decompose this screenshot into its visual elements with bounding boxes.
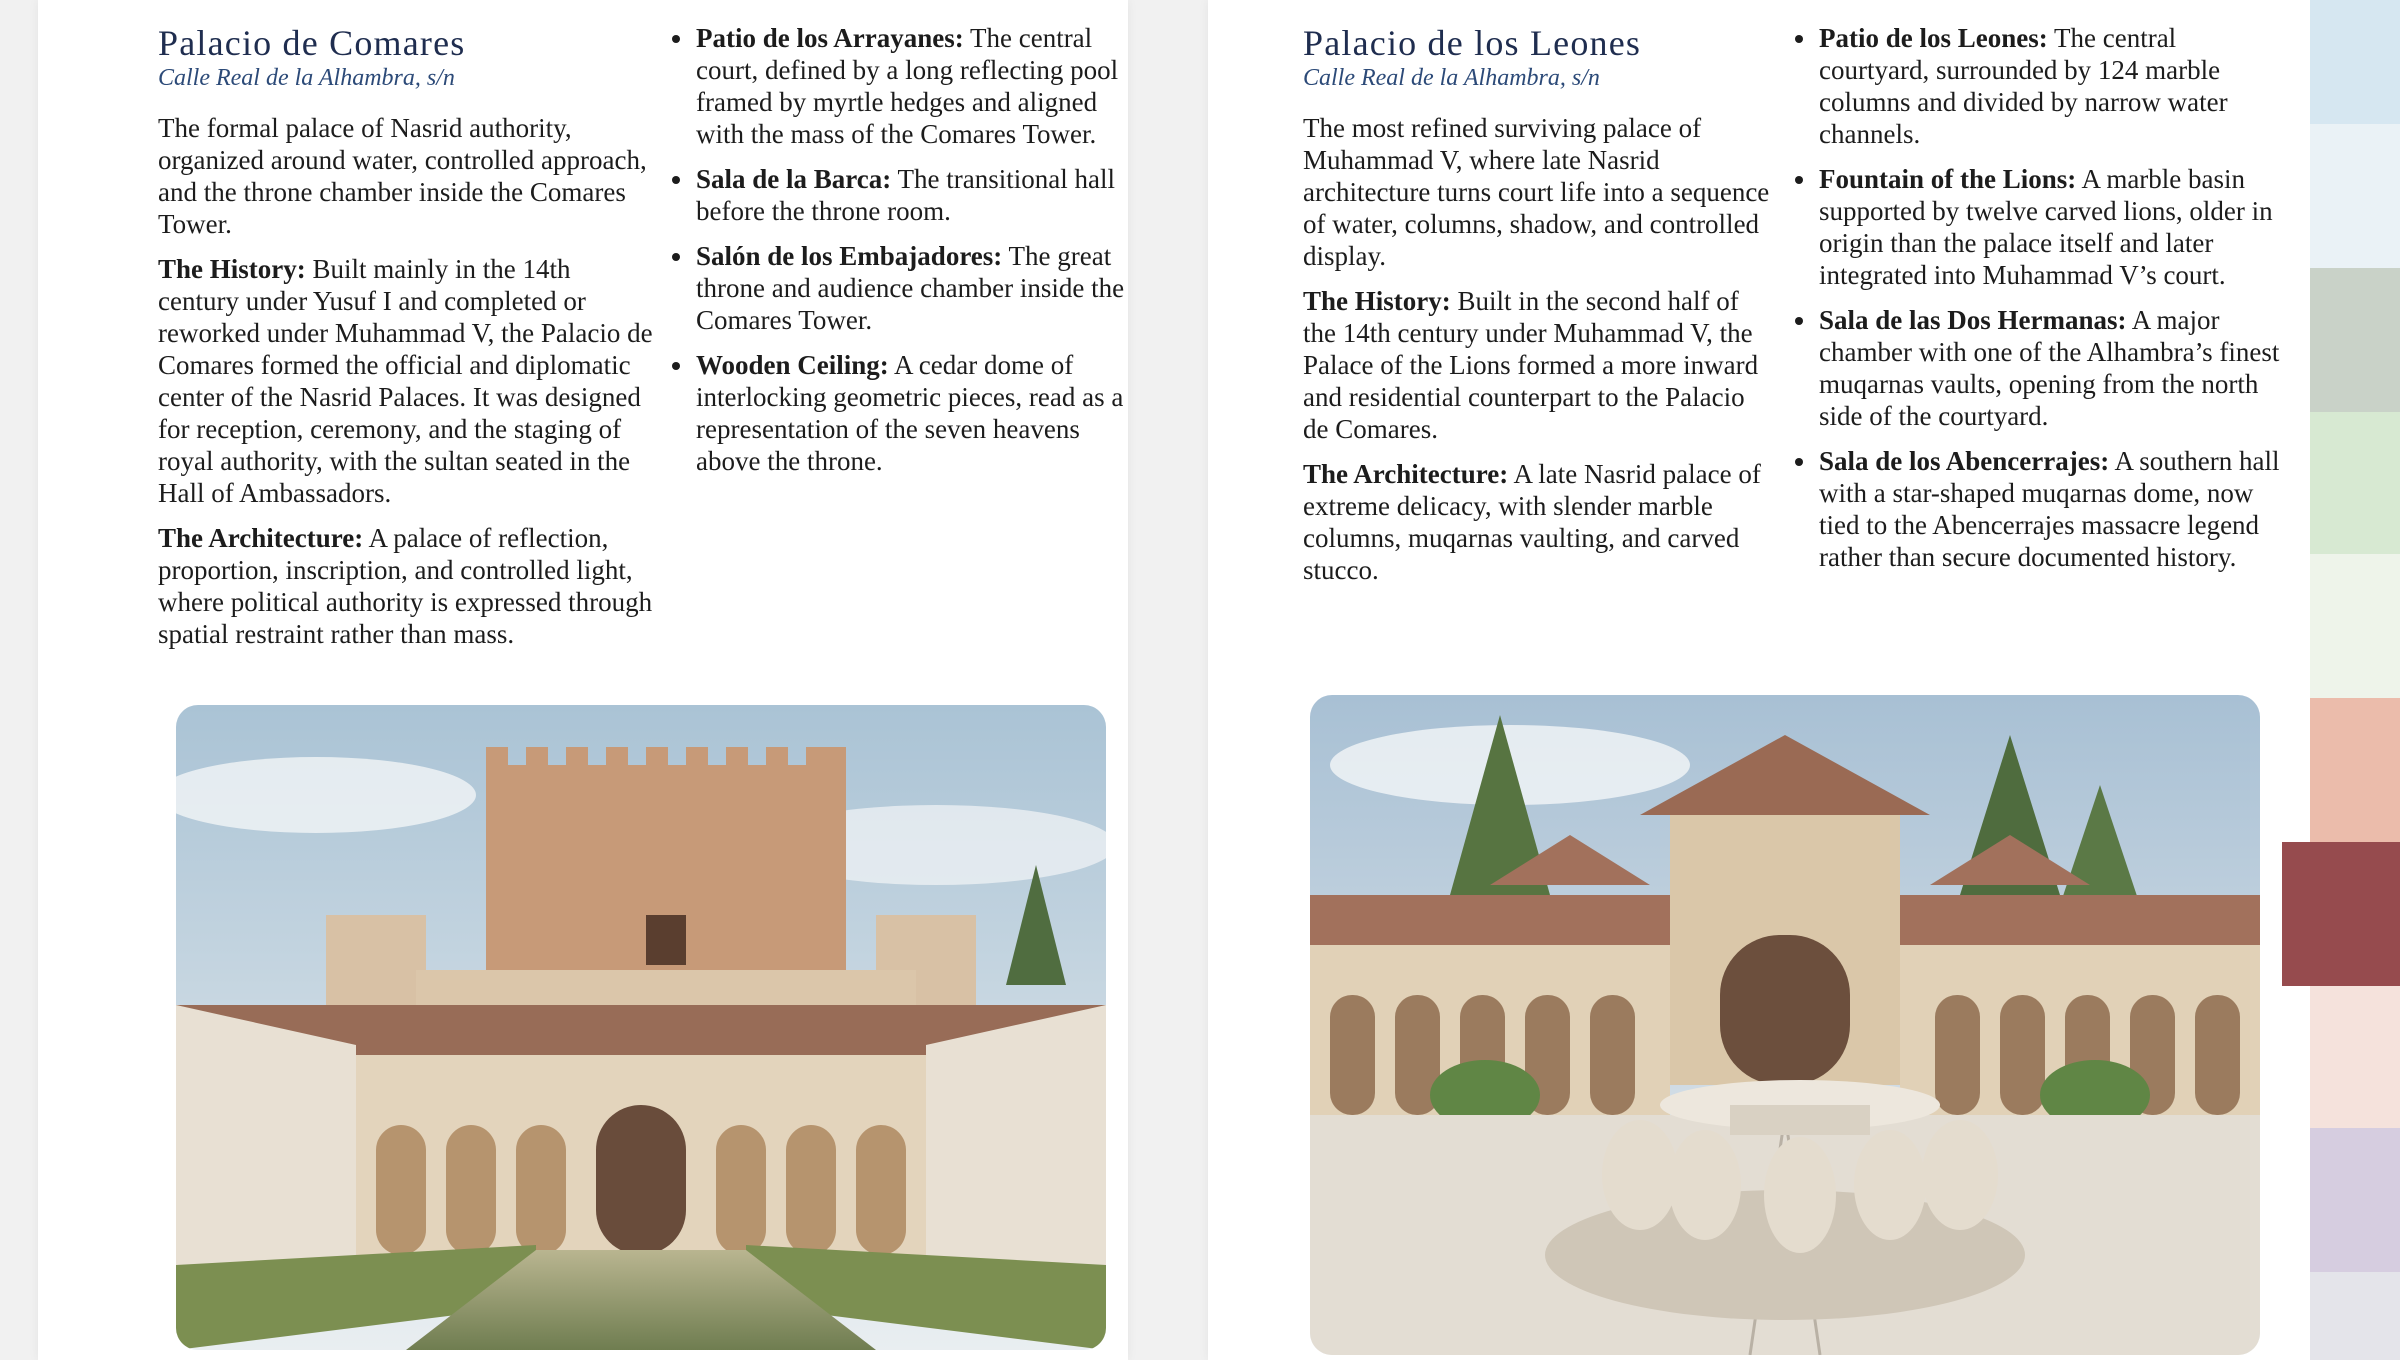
section-tab-2[interactable] (2310, 124, 2400, 268)
comares-courtyard-illustration (176, 705, 1106, 1350)
section-tab-7[interactable] (2282, 842, 2400, 986)
page-title-comares: Palacio de Comares (158, 23, 466, 63)
feature-name: Sala de los Abencerrajes: (1819, 446, 2110, 476)
history-leones (1303, 285, 1773, 445)
history-text: Built mainly in the 14th century under Yusuf I and completed or reworked under Muhammad V, the Palacio de Comares formed the official and diplomatic center of the Nasrid Palaces. It was designed for reception, ceremony, and the staging of royal authority, with the sultan seated in the Hall of Ambassadors. (158, 254, 653, 508)
section-tab-6[interactable] (2310, 698, 2400, 842)
intro-leones: The most refined surviving palace of Muhammad V, where late Nasrid architecture turns court life into a sequence of water, columns, shadow, and controlled display. (1303, 113, 1770, 271)
section-tab-9[interactable] (2310, 1128, 2400, 1272)
feature-text: A cedar dome of interlocking geometric pieces, read as a representation of the seven heavens above the throne. (696, 350, 1124, 476)
feature-name: Wooden Ceiling: (696, 350, 889, 380)
right-page (1208, 0, 2310, 1360)
address-leones: Calle Real de la Alhambra, s/n (1303, 65, 1600, 91)
comares-illustration-svg (176, 705, 1106, 1350)
feature-item (696, 22, 1140, 150)
feature-list-leones (1783, 22, 2283, 573)
history-comares (158, 253, 658, 509)
architecture-leones (1303, 458, 1773, 586)
history-text: Built in the second half of the 14th century under Muhammad V, the Palace of the Lions formed a more inward and residential counterpart to the Palacio de Comares. (1303, 286, 1759, 444)
feature-list-comares (660, 22, 1140, 477)
intro-comares: The formal palace of Nasrid authority, organized around water, controlled approach, and the throne chamber inside the Comares Tower. (158, 113, 647, 239)
feature-item (696, 163, 1140, 227)
architecture-label: The Architecture: (158, 523, 364, 553)
feature-text: The central courtyard, surrounded by 124 marble columns and divided by narrow water channels. (1819, 23, 2228, 149)
left-page (38, 0, 1128, 1360)
architecture-comares (158, 522, 658, 650)
feature-item (1819, 22, 2283, 150)
lions-courtyard-illustration (1310, 695, 2260, 1355)
feature-text: The transitional hall before the throne room. (696, 164, 1115, 226)
feature-item (1819, 304, 2283, 432)
feature-name: Fountain of the Lions: (1819, 164, 2077, 194)
left-column-2 (660, 22, 1140, 490)
right-column-1 (1303, 22, 1773, 599)
architecture-text: A late Nasrid palace of extreme delicacy, with slender marble columns, muqarnas vaulting, and carved stucco. (1303, 459, 1761, 585)
feature-text: The great throne and audience chamber inside the Comares Tower. (696, 241, 1125, 335)
architecture-label: The Architecture: (1303, 459, 1509, 489)
page-title-leones: Palacio de los Leones (1303, 23, 1642, 63)
section-tab-10[interactable] (2310, 1272, 2400, 1360)
feature-name: Sala de la Barca: (696, 164, 892, 194)
feature-item (696, 240, 1140, 336)
architecture-text: A palace of reflection, proportion, inscription, and controlled light, where political authority is expressed through spatial restraint rather than mass. (158, 523, 653, 649)
section-tab-8[interactable] (2310, 986, 2400, 1128)
section-tab-3[interactable] (2310, 268, 2400, 412)
feature-name: Patio de los Leones: (1819, 23, 2048, 53)
section-tab-1[interactable] (2310, 0, 2400, 124)
history-label: The History: (158, 254, 306, 284)
feature-item (1819, 163, 2283, 291)
feature-name: Sala de las Dos Hermanas: (1819, 305, 2127, 335)
section-tab-4[interactable] (2310, 412, 2400, 554)
feature-text: The central court, defined by a long reflecting pool framed by myrtle hedges and aligned with the mass of the Comares Tower. (696, 23, 1119, 149)
feature-text: A major chamber with one of the Alhambra’s finest muqarnas vaults, opening from the north side of the courtyard. (1819, 305, 2280, 431)
right-column-2 (1783, 22, 2283, 586)
feature-item (1819, 445, 2283, 573)
section-tab-5[interactable] (2310, 554, 2400, 698)
feature-item (696, 349, 1140, 477)
lions-illustration-svg (1310, 695, 2260, 1355)
feature-name: Patio de los Arrayanes: (696, 23, 964, 53)
feature-text: A southern hall with a star-shaped muqarnas dome, now tied to the Abencerrajes massacre legend rather than secure documented history. (1819, 446, 2280, 572)
history-label: The History: (1303, 286, 1451, 316)
feature-text: A marble basin supported by twelve carved lions, older in origin than the palace itself and later integrated into Muhammad V’s court. (1819, 164, 2273, 290)
section-tabs (2310, 0, 2400, 1360)
address-comares: Calle Real de la Alhambra, s/n (158, 65, 455, 91)
left-column-1 (158, 22, 658, 663)
feature-name: Salón de los Embajadores: (696, 241, 1003, 271)
